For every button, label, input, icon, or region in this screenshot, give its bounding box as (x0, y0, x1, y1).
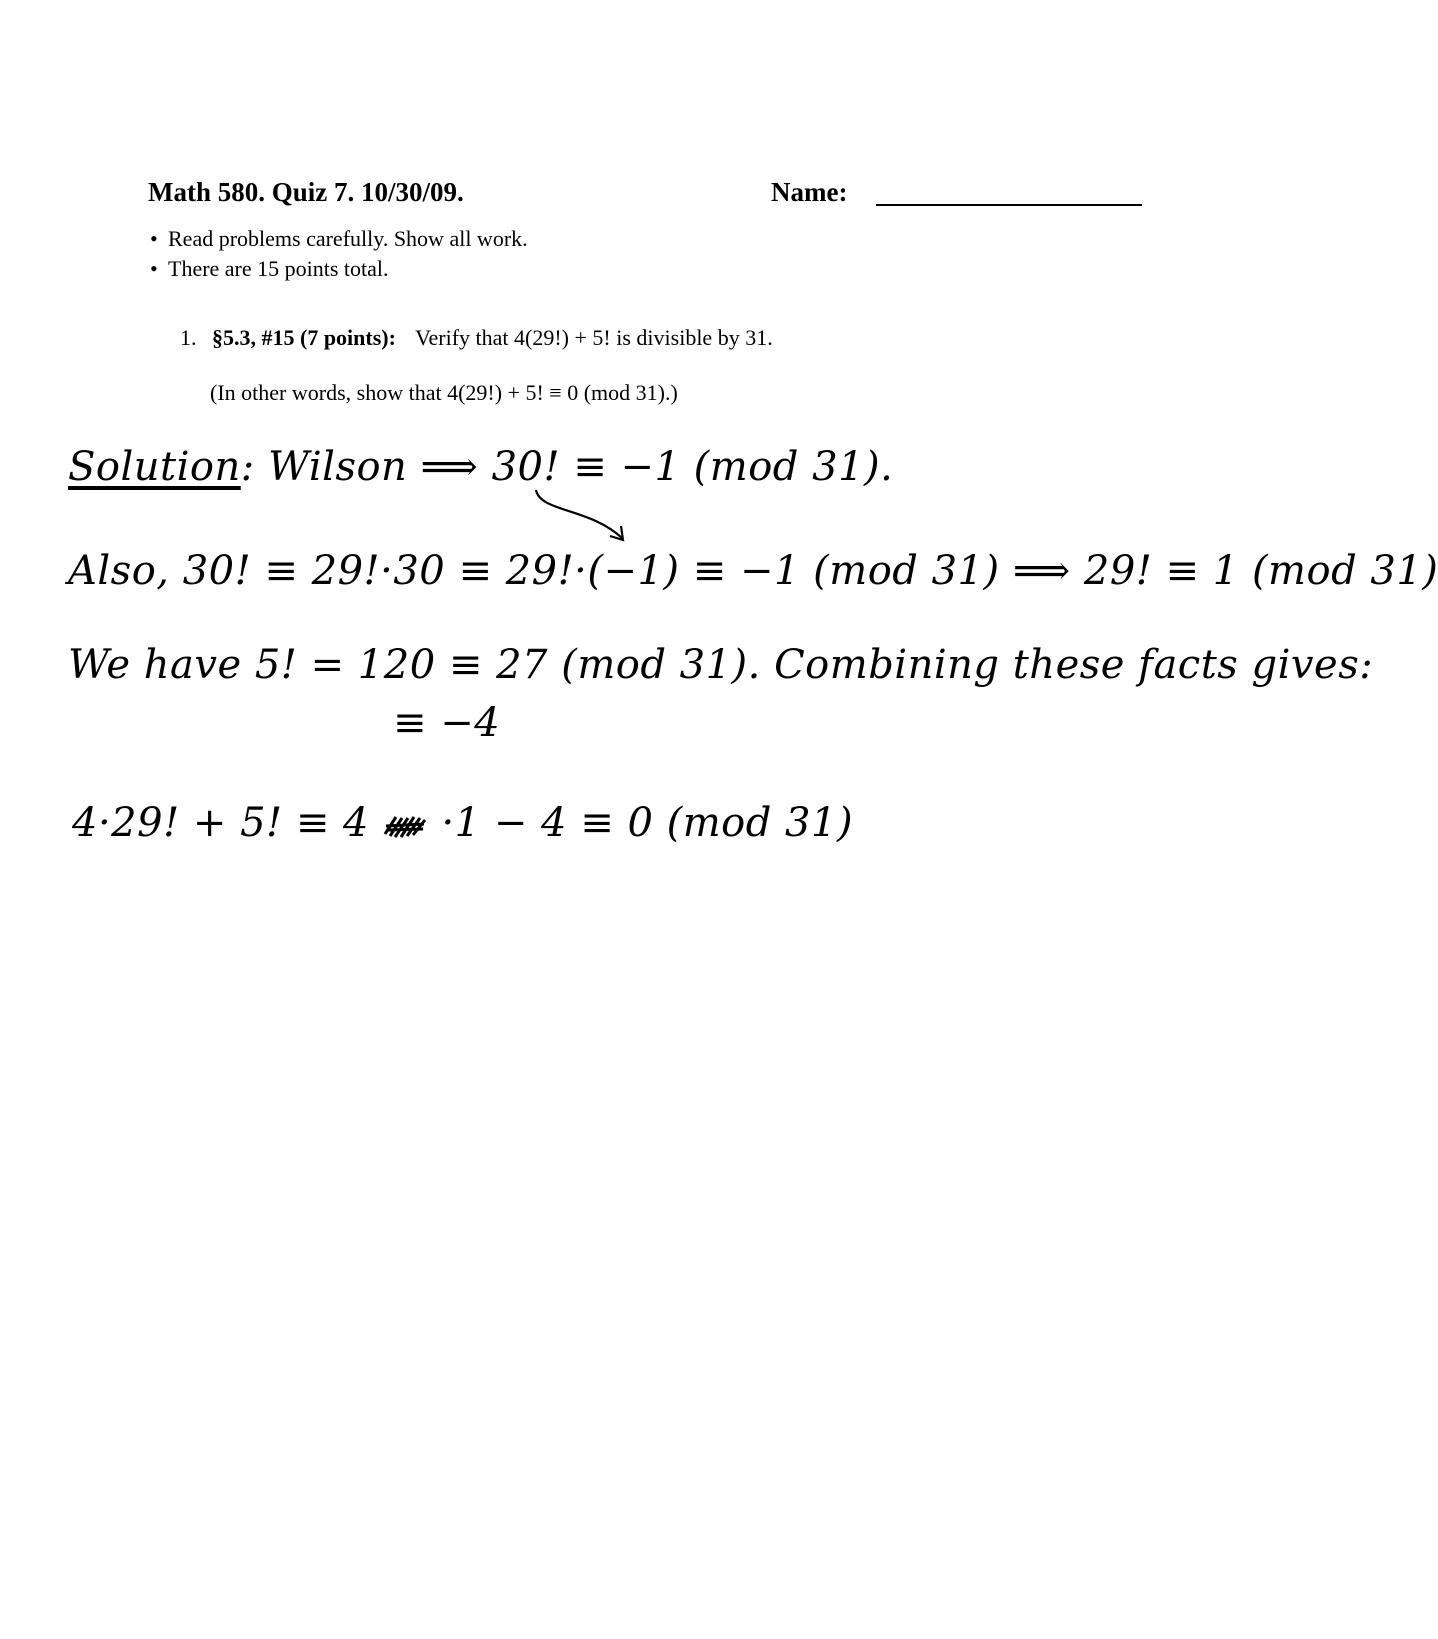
solution-line-1 (68, 444, 893, 490)
problem-heading: §5.3, #15 (7 points): (212, 325, 396, 350)
solution-line-3: We have 5! = 120 ≡ 27 (mod 31). Combining these facts gives: (68, 642, 1374, 688)
name-blank-line (876, 204, 1142, 206)
solution-line-4-right: ·1 − 4 ≡ 0 (mod 31) (441, 800, 854, 846)
problem-text: Verify that 4(29!) + 5! is divisible by 31. (415, 325, 773, 350)
solution-label: Solution (68, 444, 241, 490)
problem-number: 1. (180, 325, 197, 350)
scribble-icon (382, 812, 428, 840)
instruction-item: • There are 15 points total. (148, 254, 528, 284)
page-title: Math 580. Quiz 7. 10/30/09. (148, 177, 464, 207)
instructions-list (148, 224, 528, 284)
solution-line-3-note: ≡ −4 (393, 700, 501, 746)
solution-line-2: Also, 30! ≡ 29!·30 ≡ 29!·(−1) ≡ −1 (mod 31) ⟹ 29! ≡ 1 (mod 31) (68, 548, 1438, 594)
name-label: Name: (771, 177, 848, 207)
solution-line-4 (72, 800, 853, 846)
solution-line-1-text: : Wilson ⟹ 30! ≡ −1 (mod 31). (240, 444, 894, 490)
arrow-icon (530, 486, 640, 556)
problem-statement (180, 325, 773, 351)
instruction-item: • Read problems carefully. Show all work. (148, 224, 528, 254)
solution-line-4-left: 4·29! + 5! ≡ 4 (72, 800, 369, 846)
problem-restatement: (In other words, show that 4(29!) + 5! ≡ 0 (mod 31).) (210, 380, 678, 405)
